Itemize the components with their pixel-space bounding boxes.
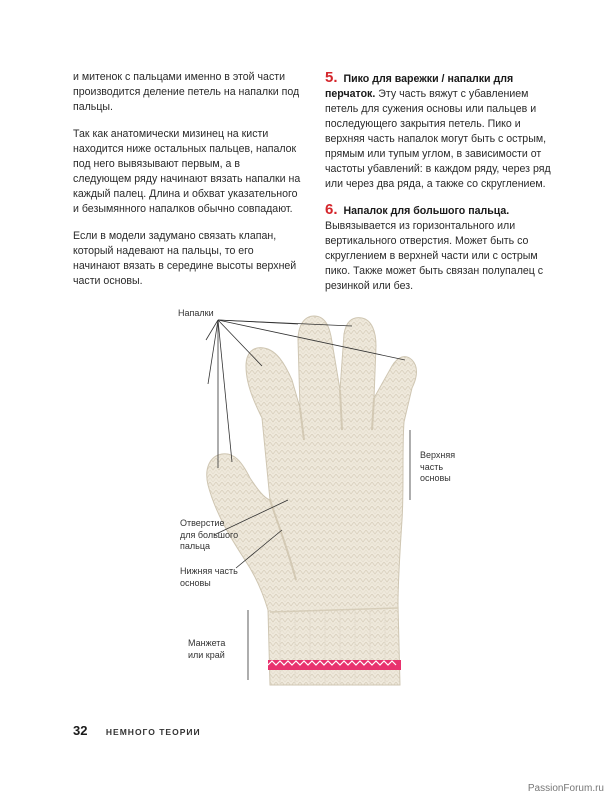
label-lower-part: Нижняя часть основы — [180, 566, 238, 588]
right-text-column — [325, 70, 561, 304]
label-thumb-hole: Отверстие для большого пальца — [180, 518, 239, 551]
running-header: НЕМНОГО ТЕОРИИ — [105, 727, 201, 737]
label-upper-part: Верхняя часть основы — [420, 450, 456, 483]
section-6 — [325, 202, 561, 294]
section-text: Вывязывается из горизонтального или вертикального отверстия. Может быть со скруглением в верхней части или с острым пико. Также может быть связан полупалец с резинкой или без. — [325, 220, 544, 292]
page-number: 32 — [73, 723, 88, 738]
section-text: Эту часть вяжут с убавлением петель для сужения основы или пальцев и последующего закрытия петель. Пико и верхняя часть напалок могут быть с острым, прямым или тупым углом, в зависимости от частоты убавлений: в каждом ряду, через ряд или через два ряда, а также со скруглением. — [325, 88, 551, 190]
page-footer — [73, 722, 201, 740]
left-text-column — [73, 70, 301, 301]
section-title: Пико для варежки / напалки для перчаток. — [325, 73, 514, 100]
section-number: 5. — [325, 69, 338, 86]
section-5 — [325, 70, 561, 192]
watermark: PassionForum.ru — [527, 783, 604, 794]
section-title: Напалок для большого пальца. — [343, 205, 510, 217]
paragraph: Так как анатомически мизинец на кисти находится ниже остальных пальцев, напалок под него вывязывают первым, а в следующем ряду начинают вязать напалки на каждый палец. Длина и обхват указательного и безымянного напалков обычно совпадают. — [73, 128, 301, 215]
paragraph: и митенок с пальцами именно в этой части производится деление петель на напалки под пальцы. — [73, 71, 300, 113]
section-number: 6. — [325, 201, 338, 218]
label-fingers: Напалки — [178, 308, 214, 318]
glove-illustration — [0, 290, 610, 710]
glove-figure — [0, 290, 610, 710]
paragraph: Если в модели задумано связать клапан, который надевают на пальцы, то его начинают вязать в середине высоты верхней части основы. — [73, 230, 297, 287]
label-cuff: Манжета или край — [188, 638, 226, 660]
